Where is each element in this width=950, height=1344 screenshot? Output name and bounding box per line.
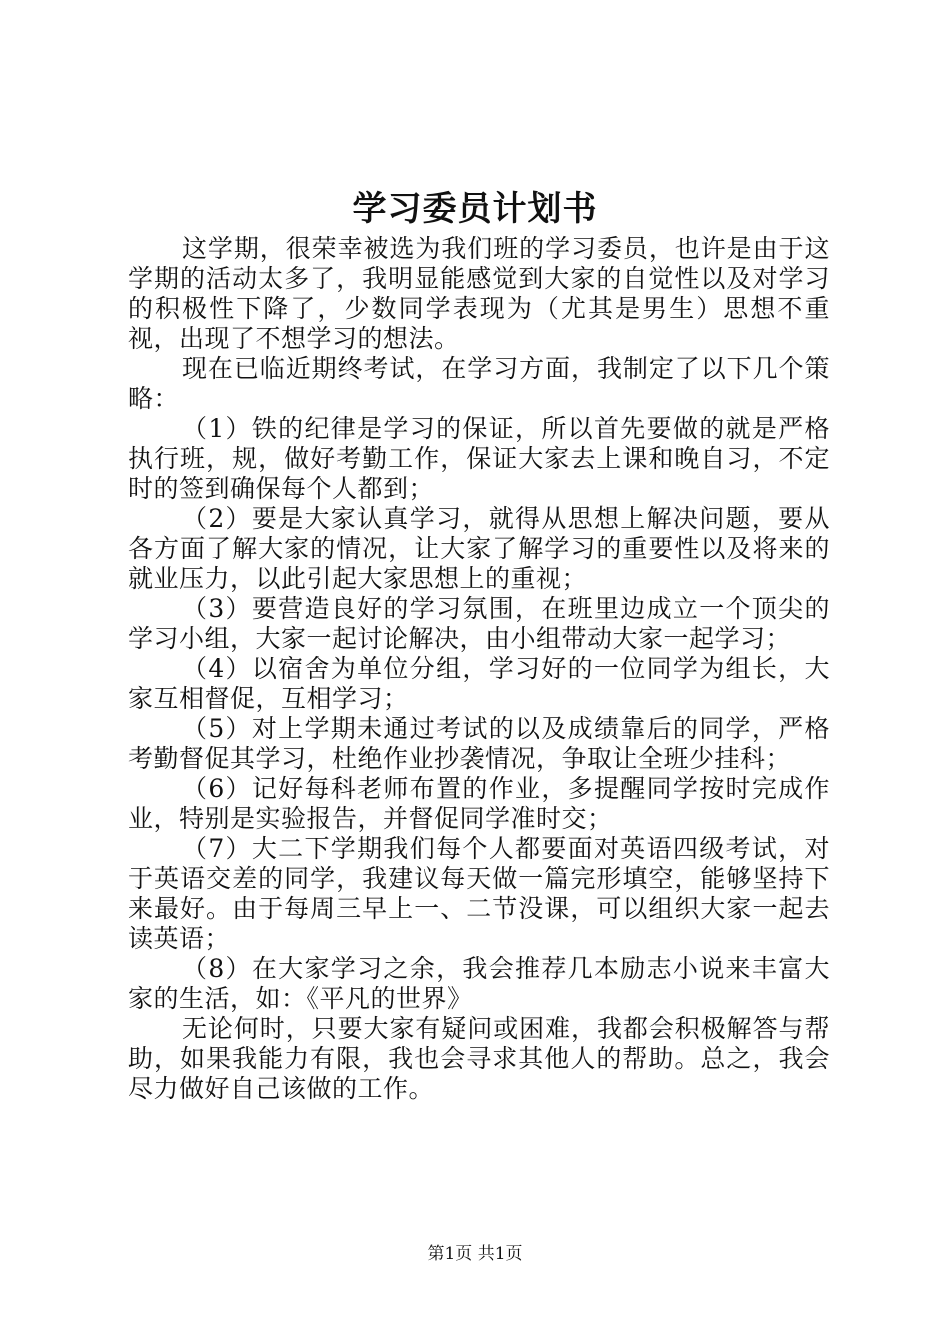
document-body [128,234,830,1104]
page-footer: 第1页 共1页 [427,1244,523,1264]
paragraph-strategy-intro: 现在已临近期终考试，在学习方面，我制定了以下几个策略： [128,354,830,413]
paragraph-conclusion: 无论何时，只要大家有疑问或困难，我都会积极解答与帮助，如果我能力有限，我也会寻求其他人的帮助。总之，我会尽力做好自己该做的工作。 [128,1014,830,1103]
paragraph-intro: 这学期，很荣幸被选为我们班的学习委员，也许是由于这学期的活动太多了，我明显能感觉到大家的自觉性以及对学习的积极性下降了，少数同学表现为（尤其是男生）思想不重视，出现了不想学习的想法。 [128,234,830,353]
paragraph-item-6: （6）记好每科老师布置的作业，多提醒同学按时完成作业，特别是实验报告，并督促同学准时交； [128,774,830,833]
paragraph-item-4: （4）以宿舍为单位分组，学习好的一位同学为组长，大家互相督促，互相学习； [128,654,830,713]
paragraph-item-7: （7）大二下学期我们每个人都要面对英语四级考试，对于英语交差的同学，我建议每天做一篇完形填空，能够坚持下来最好。由于每周三早上一、二节没课，可以组织大家一起去读英语； [128,834,830,953]
paragraph-item-3: （3）要营造良好的学习氛围，在班里边成立一个顶尖的学习小组，大家一起讨论解决，由小组带动大家一起学习； [128,594,830,653]
document-title: 学习委员计划书 [352,189,598,229]
paragraph-item-1: （1）铁的纪律是学习的保证，所以首先要做的就是严格执行班，规，做好考勤工作，保证大家去上课和晚自习，不定时的签到确保每个人都到； [128,414,830,503]
paragraph-item-2: （2）要是大家认真学习，就得从思想上解决问题，要从各方面了解大家的情况，让大家了解学习的重要性以及将来的就业压力，以此引起大家思想上的重视； [128,504,830,593]
paragraph-item-8: （8）在大家学习之余，我会推荐几本励志小说来丰富大家的生活，如：《平凡的世界》 [128,954,830,1013]
paragraph-item-5: （5）对上学期未通过考试的以及成绩靠后的同学，严格考勤督促其学习，杜绝作业抄袭情况，争取让全班少挂科； [128,714,830,773]
